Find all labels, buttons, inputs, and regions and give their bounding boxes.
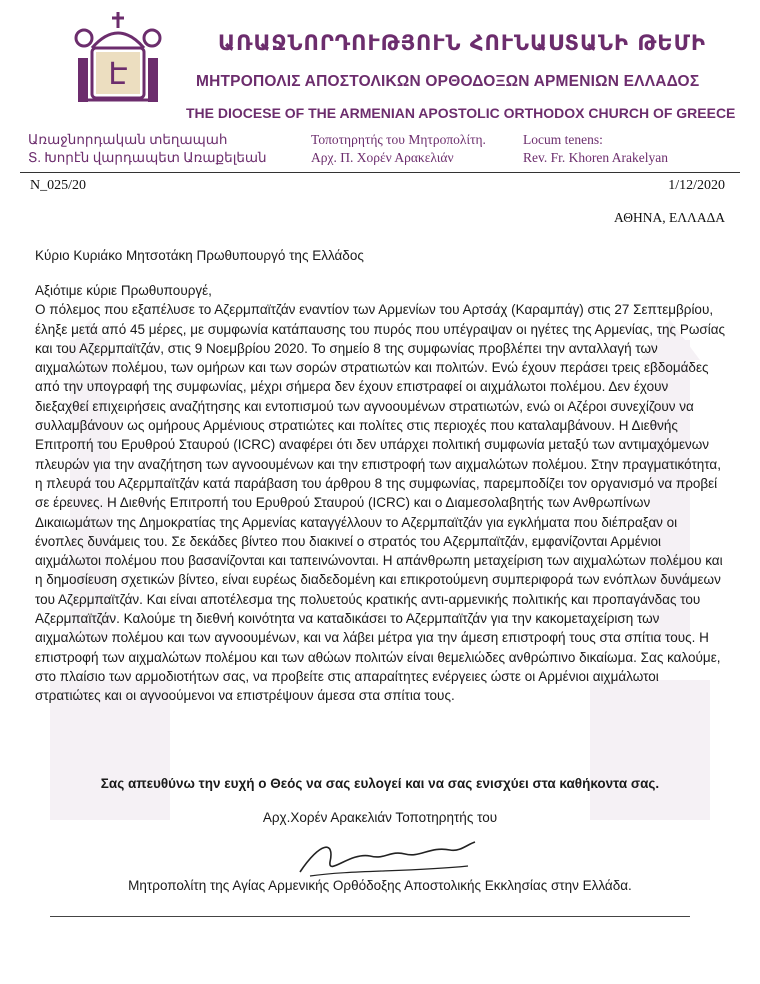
- locum-armenian-line2: Տ. Խորէն վարդապետ Առաքելեան: [28, 150, 267, 165]
- diocese-logo: [72, 8, 164, 112]
- header-greek-title: ΜΗΤΡΟΠΟΛΙΣ ΑΠΟΣΤΟΛΙΚΩΝ ΟΡΘΟΔΟΞΩΝ ΑΡΜΕΝΙΩΝ ΕΛΛΑΔΟΣ: [196, 73, 700, 90]
- addressee: Κύριο Κυριάκο Μητσοτάκη Πρωθυπουργό της Ελλάδος: [35, 248, 364, 263]
- logo-letter: Է: [108, 57, 128, 92]
- locum-english-line1: Locum tenens:: [523, 132, 603, 147]
- salutation: Αξιότιμε κύριε Πρωθυπουργέ,: [35, 283, 212, 298]
- reference-number: N_025/20: [30, 178, 86, 193]
- letter-date: 1/12/2020: [668, 178, 725, 193]
- signatory-title: Μητροπολίτη της Αγίας Αρμενικής Ορθόδοξης Αποστολικής Εκκλησίας στην Ελλάδα.: [128, 878, 632, 893]
- letter-place: ΑΘΗΝΑ, ΕΛΛΑΔΑ: [614, 210, 725, 225]
- locum-greek-line2: Αρχ. Π. Χορέν Αρακελιάν: [311, 150, 454, 165]
- locum-greek: [311, 131, 486, 167]
- header-armenian-title: ԱՌԱՋՆՈՐԴՈՒԹՅՈՒՆ ՀՈՒՆԱՍՏԱՆԻ ԹԵՄԻ: [218, 31, 706, 55]
- header-divider: [20, 172, 740, 173]
- handwritten-signature: [290, 832, 480, 882]
- locum-tenens-block: [20, 131, 740, 171]
- body-paragraph: Ο πόλεμος που εξαπέλυσε το Αζερμπαϊτζάν εναντίον των Αρμενίων του Αρτσάχ (Καραμπάγ) στις 27 Σεπτεμβρίου, έληξε μετά από 45 μέρες, με συμφωνία κατάπαυσης του πυρός που υπέγραψαν οι ηγέτες της Αρμενίας, της Ρωσίας και του Αζερμπαϊτζάν, στις 9 Νοεμβρίου 2020. Το σημείο 8 της συμφωνίας προβλέπει την ανταλλαγή των αιχμαλώτων πολέμου, των ομήρων και των σορών στρατιωτών και πολιτών. Ενώ έχουν περάσει τρεις εβδομάδες από την υπογραφή της συμφωνίας, μέχρι σήμερα δεν έχουν επιστραφεί οι αιχμάλωτοι πολέμου. Δεν έχουν διεξαχθεί επιχειρήσεις αναζήτησης και εντοπισμού των αγνοουμένων στρατιωτών, ενώ οι Αζέροι συνεχίζουν να συλλαμβάνουν ως ομήρους Αρμένιους στρατιώτες και πολίτες στις περιοχές που καταλαμβάνουν. Η Διεθνής Επιτροπή του Ερυθρού Σταυρού (ICRC) αναφέρει ότι δεν υπάρχει πολιτική συμφωνία μεταξύ των αντιμαχόμενων πλευρών για την αναζήτηση των αγνοουμένων και την επιστροφή των αιχμαλώτων πολέμου. Στην πραγματικότητα, η πλευρά του Αζερμπαϊτζάν κατά παράβαση του άρθρου 8 της συμφωνίας, παρεμποδίζει τον οργανισμό να προβεί σε έρευνες. Η Διεθνής Επιτροπή του Ερυθρού Σταυρού (ICRC) και ο Διαμεσολαβητής των Ανθρωπίνων Δικαιωμάτων της Δημοκρατίας της Αρμενίας καταγγέλλουν το Αζερμπαϊτζάν για εγκλήματα που διέπραξαν οι ένοπλες δυνάμεις του. Σε δεκάδες βίντεο που διακινεί ο στρατός του Αζερμπαϊτζάν, εμφανίζονται Αρμένιοι αιχμάλωτοι πολέμου που βασανίζονται και ταπεινώνονται. Η απάνθρωπη μεταχείριση των αιχμαλώτων πολέμου και η δημοσίευση σχετικών βίντεο, είναι ευρέως διαδεδομένη και επικροτούμενη συμπεριφορά των ενόπλων δυνάμεων του Αζερμπαϊτζάν. Και είναι αποτέλεσμα της πολυετούς κρατικής αντι-αρμενικής πολιτικής και προπαγάνδας του Αζερμπαϊτζάν. Καλούμε τη διεθνή κοινότητα να καταδικάσει το Αζερμπαϊτζάν για την κακομεταχείριση των αιχμαλώτων πολέμου και των αγνοουμένων, και να λάβει μέτρα για την άμεση επιστροφή τους στα σπίτια τους. Η επιστροφή των αιχμαλώτων πολέμου και των αθώων πολιτών είναι θεμελιώδες ανθρώπινο δικαίωμα. Σας καλούμε, στο πλαίσιο των αρμοδιοτήτων σας, να προβείτε στις απαραίτητες ενέργειες ώστε οι Αρμένιοι αιχμάλωτοι στρατιώτες και οι αγνοούμενοι να επιστρέψουν άμεσα στα σπίτια τους.: [35, 302, 726, 704]
- locum-armenian: [28, 131, 267, 167]
- locum-english: [523, 131, 668, 167]
- footer-divider: [50, 916, 690, 917]
- header-english-title: THE DIOCESE OF THE ARMENIAN APOSTOLIC ORTHODOX CHURCH OF GREECE: [186, 105, 736, 121]
- signatory-name: Αρχ.Χορέν Αρακελιάν Τοποτηρητής του: [262, 810, 498, 825]
- locum-armenian-line1: Առաջնորդական տեղապահ: [28, 132, 228, 147]
- locum-greek-line1: Τοποτηρητής του Μητροπολίτη.: [311, 132, 486, 147]
- blessing: Σας απευθύνω την ευχή ο Θεός να σας ευλογεί και να σας ενισχύει στα καθήκοντα σας.: [100, 776, 660, 791]
- letter-body: [35, 281, 725, 706]
- locum-english-line2: Rev. Fr. Khoren Arakelyan: [523, 150, 668, 165]
